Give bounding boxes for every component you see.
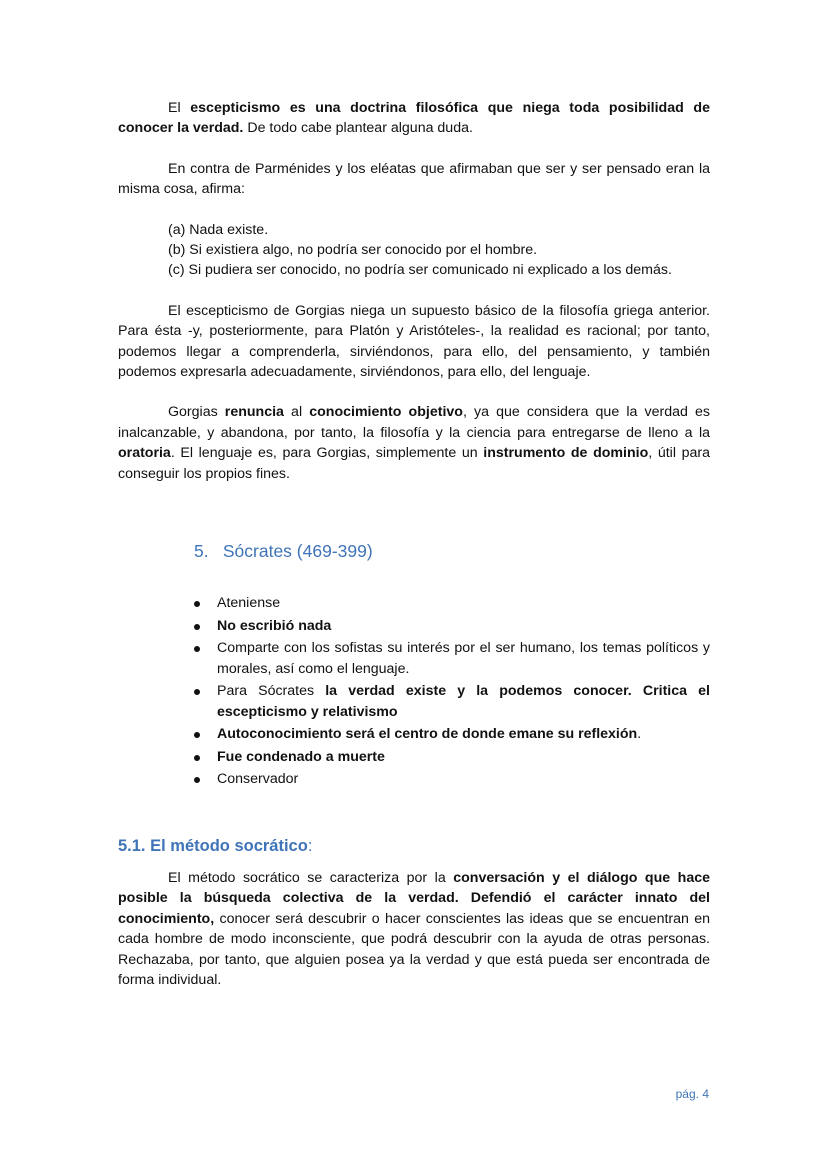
bullet-item: Ateniense: [193, 593, 710, 613]
subsection-heading-socratic-method: 5.1. El método socrático:: [118, 837, 313, 856]
claim-item: (c) Si pudiera ser conocido, no podría ser comunicado ni explicado a los demás.: [168, 262, 672, 279]
bullet-item: Conservador: [193, 769, 710, 789]
section-heading-socrates: 5. Sócrates (469-399): [194, 541, 373, 562]
bullet-item: No escribió nada: [193, 616, 710, 636]
paragraph-socratic-method: El método socrático se caracteriza por la conversación y el diálogo que hace posible la búsqueda colectiva de la verdad. Defendió el carácter innato del conocimiento, conocer será descubrir o hacer conscientes las ideas que se encuentran en cada hombre de modo inconsciente, que podrá descubrir con la ayuda de otras personas. Rechazaba, por tanto, que alguien posea ya la verdad y que está pueda ser encontrada de forma individual.: [118, 870, 711, 989]
bold-definition: escepticismo es una doctrina filosófica que niega toda posibilidad de conocer la verdad.: [118, 100, 710, 137]
bullet-item: Comparte con los sofistas su interés por el ser humano, los temas políticos y morales, así como el lenguaje.: [193, 638, 710, 679]
paragraph-gorgias-skepticism: El escepticismo de Gorgias niega un supuesto básico de la filosofía griega anterior. Para ésta -y, posteriormente, para Platón y Aristóteles-, la realidad es racional; por tanto, podemos llegar a comprenderla, sirviéndonos, para ello, del pensamiento, y también podemos expresarla adecuadamente, sirviéndonos, para ello, del lenguaje.: [118, 302, 710, 381]
bullet-item: Autoconocimiento será el centro de donde emane su reflexión.: [193, 724, 710, 744]
page-content: [118, 98, 710, 991]
paragraph-skepticism-definition: El escepticismo es una doctrina filosófica que niega toda posibilidad de conocer la verdad. De todo cabe plantear alguna duda.: [118, 100, 710, 137]
claim-item: (b) Si existiera algo, no podría ser conocido por el hombre.: [168, 242, 538, 259]
socrates-bullet-list: [118, 593, 710, 790]
bullet-item: Para Sócrates la verdad existe y la podemos conocer. Critica el escepticismo y relativismo: [193, 681, 710, 722]
page-number: pág. 4: [675, 1087, 709, 1101]
paragraph-parmenides: En contra de Parménides y los eléatas que afirmaban que ser y ser pensado eran la misma cosa, afirma:: [118, 160, 710, 198]
paragraph-gorgias-renuncia: Gorgias renuncia al conocimiento objetivo, ya que considera que la verdad es inalcanzable, y abandona, por tanto, la filosofía y la ciencia para entregarse de lleno a la oratoria. El lenguaje es, para Gorgias, simplemente un instrumento de dominio, útil para conseguir los propios fines.: [118, 404, 710, 482]
bullet-item: Fue condenado a muerte: [193, 747, 710, 767]
claim-item: (a) Nada existe.: [168, 221, 269, 238]
claims-list: [118, 220, 710, 281]
